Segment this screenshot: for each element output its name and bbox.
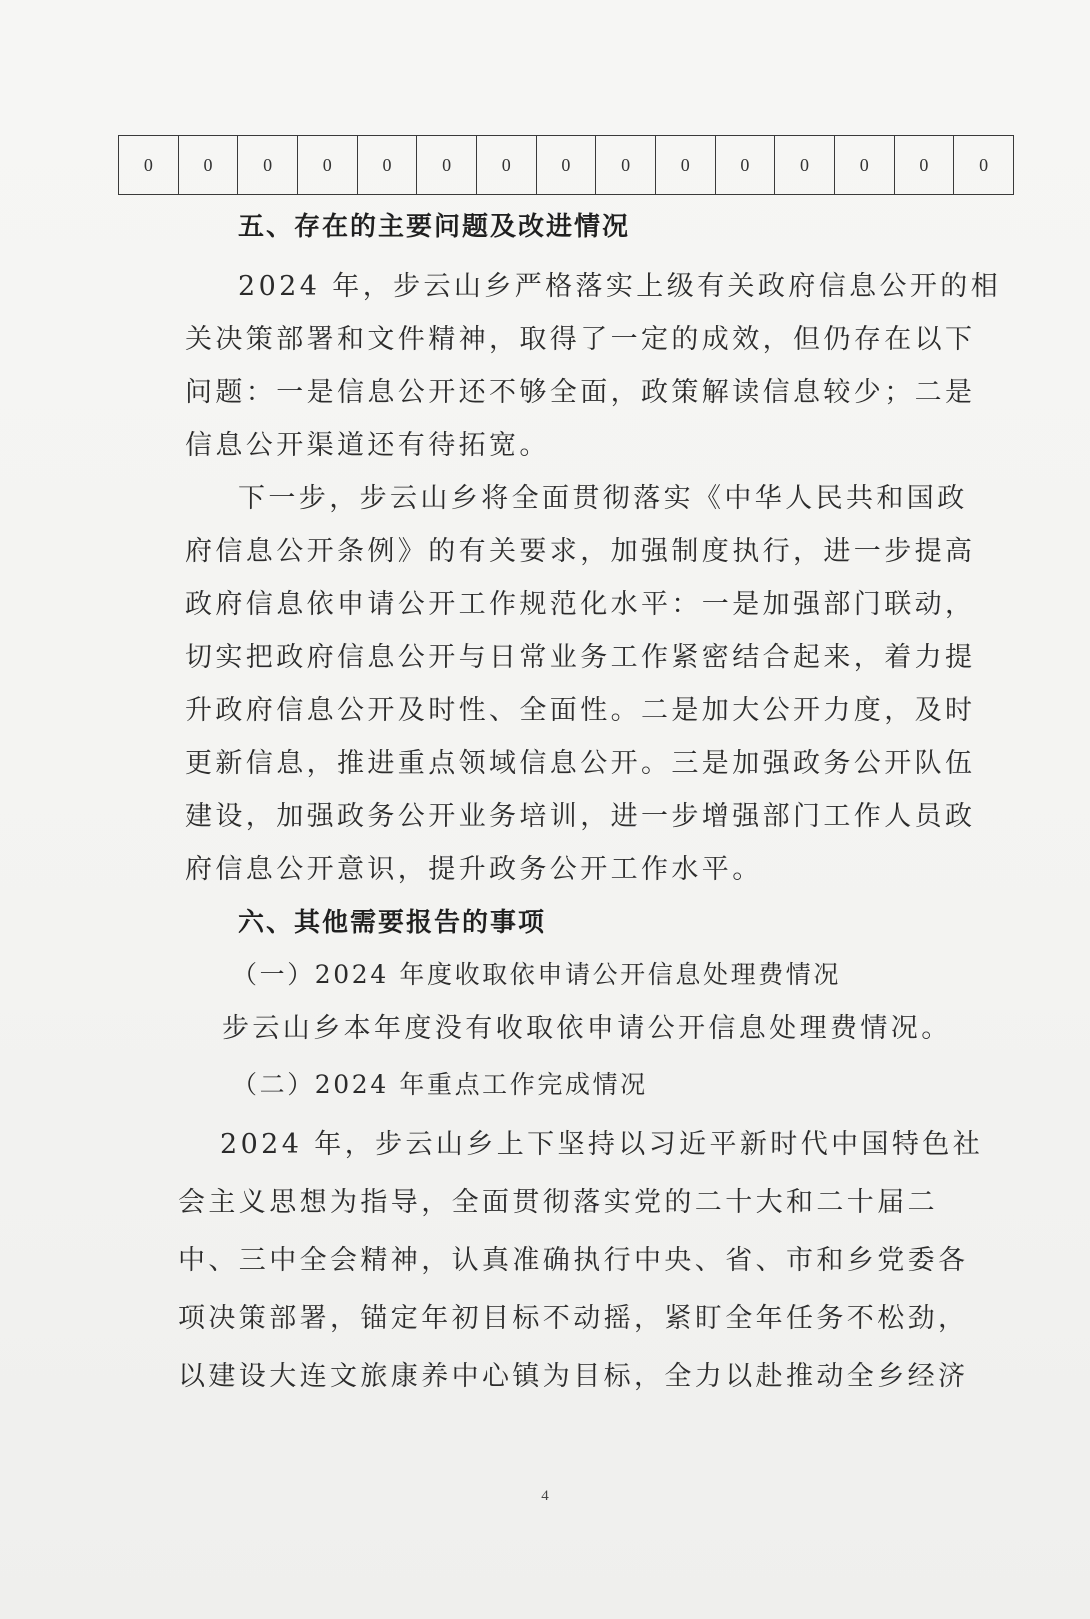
page-number: 4 [541, 1488, 549, 1504]
paragraph-line: 2024 年，步云山乡严格落实上级有关政府信息公开的相 [238, 271, 1002, 302]
paragraph-line: 2024 年，步云山乡上下坚持以习近平新时代中国特色社 [220, 1129, 984, 1160]
table-cell: 0 [894, 136, 954, 195]
subsection-heading-fees: （一）2024 年度收取依申请公开信息处理费情况 [232, 960, 841, 989]
table-row [119, 136, 1014, 195]
table-cell: 0 [297, 136, 357, 195]
paragraph-line: 升政府信息公开及时性、全面性。二是加大公开力度，及时 [185, 695, 976, 726]
section-heading-other-matters: 六、其他需要报告的事项 [238, 908, 547, 938]
table-cell: 0 [178, 136, 238, 195]
paragraph-line: 信息公开渠道还有待拓宽。 [185, 430, 550, 461]
paragraph-line: 项决策部署，锚定年初目标不动摇，紧盯全年任务不松劲， [178, 1303, 969, 1334]
subsection-heading-key-work: （二）2024 年重点工作完成情况 [232, 1070, 648, 1099]
table-cell: 0 [655, 136, 715, 195]
table-cell: 0 [775, 136, 835, 195]
section-heading-problems: 五、存在的主要问题及改进情况 [238, 212, 631, 242]
table-cell: 0 [834, 136, 894, 195]
paragraph-line: 府信息公开意识，提升政务公开工作水平。 [185, 854, 763, 885]
paragraph-line: 切实把政府信息公开与日常业务工作紧密结合起来，着力提 [185, 642, 976, 673]
table-cell: 0 [715, 136, 775, 195]
table-cell: 0 [536, 136, 596, 195]
paragraph-line: 会主义思想为指导，全面贯彻落实党的二十大和二十届二 [178, 1187, 938, 1218]
table-cell: 0 [417, 136, 477, 195]
paragraph-line: 中、三中全会精神，认真准确执行中央、省、市和乡党委各 [178, 1245, 969, 1276]
table-cell: 0 [476, 136, 536, 195]
paragraph-line: 问题：一是信息公开还不够全面，政策解读信息较少；二是 [185, 377, 976, 408]
table-cell: 0 [596, 136, 656, 195]
paragraph-line: 更新信息，推进重点领域信息公开。三是加强政务公开队伍 [185, 748, 976, 779]
statistics-table [118, 135, 1014, 195]
table-cell: 0 [238, 136, 298, 195]
paragraph-line: 以建设大连文旅康养中心镇为目标，全力以赴推动全乡经济 [178, 1361, 969, 1392]
paragraph-line: 关决策部署和文件精神，取得了一定的成效，但仍存在以下 [185, 324, 976, 355]
paragraph-line: 步云山乡本年度没有收取依申请公开信息处理费情况。 [222, 1013, 952, 1044]
paragraph-line: 政府信息依申请公开工作规范化水平：一是加强部门联动， [185, 589, 976, 620]
paragraph-line: 府信息公开条例》的有关要求，加强制度执行，进一步提高 [185, 536, 976, 567]
table-cell: 0 [954, 136, 1014, 195]
table-cell: 0 [357, 136, 417, 195]
paragraph-line: 建设，加强政务公开业务培训，进一步增强部门工作人员政 [185, 801, 976, 832]
table-cell: 0 [119, 136, 179, 195]
paragraph-line: 下一步，步云山乡将全面贯彻落实《中华人民共和国政 [238, 483, 968, 514]
